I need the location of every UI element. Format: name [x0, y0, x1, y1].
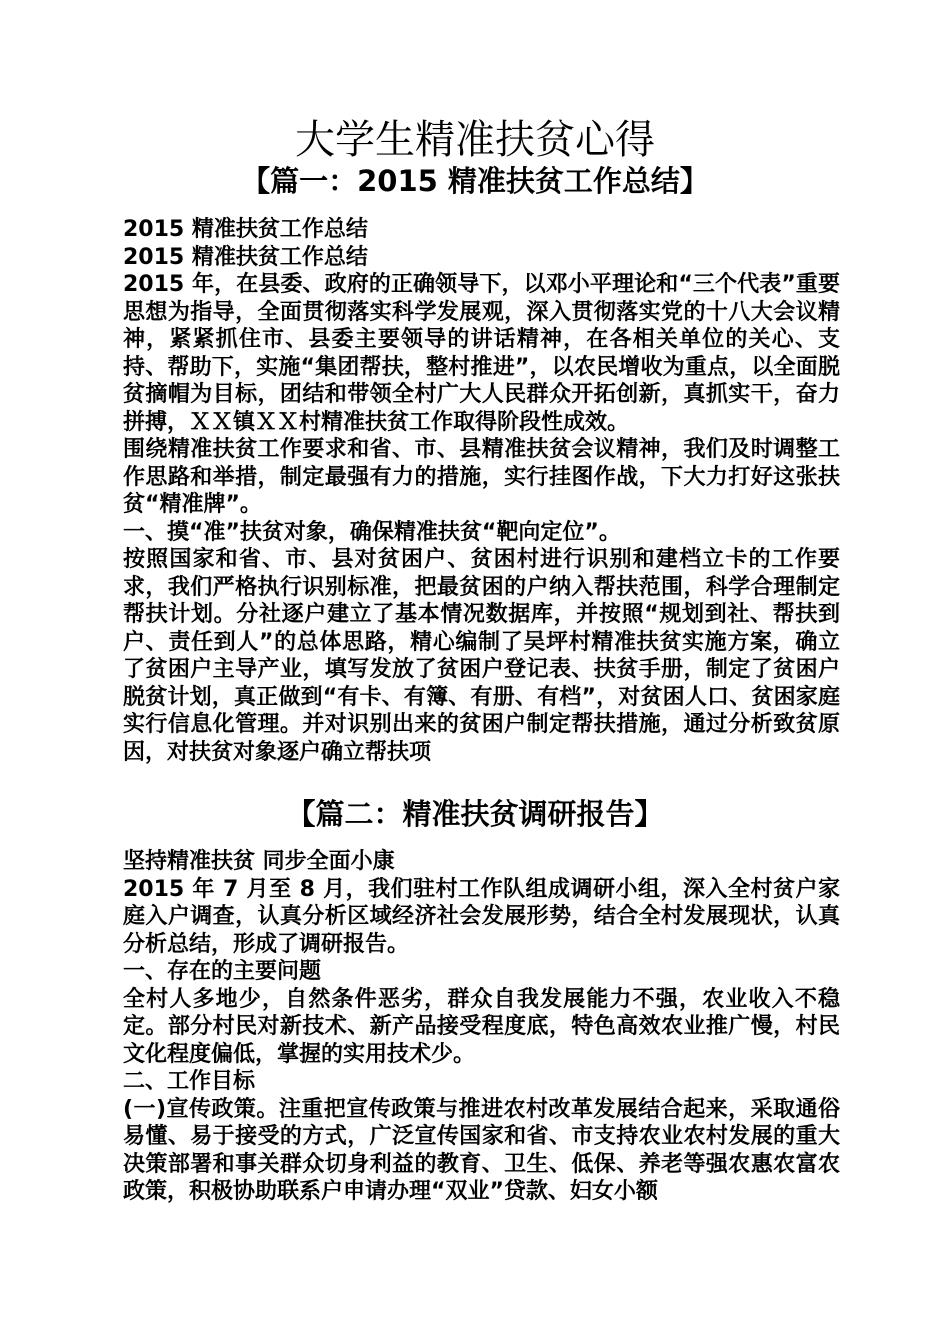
- section2-heading: 【篇二：精准扶贫调研报告】: [286, 797, 664, 831]
- section2-heading-problems: 一、存在的主要问题: [123, 959, 322, 984]
- section1-paragraph-intro: 2015 年，在县委、政府的正确领导下，以邓小平理论和“三个代表”重要思想为指导，全面贯彻落实科学发展观，深入贯彻落实党的十八大会议精神，紧紧抓住市、县委主要领导的讲话精神，在各相关单位的关心、支持、帮助下，实施“集团帮扶，整村推进”，以农民增收为重点，以全面脱贫摘帽为目标，团结和带领全村广大人民群众开拓创新，真抓实干，奋力拼搏，ＸＸ镇ＸＸ村精准扶贫工作取得阶段性成效。: [123, 272, 840, 435]
- section2-subtitle: 坚持精准扶贫 同步全面小康: [123, 849, 395, 874]
- section2-paragraph-problems: 全村人多地少，自然条件恶劣，群众自我发展能力不强，农业收入不稳定。部分村民对新技术、新产品接受程度底，特色高效农业推广慢，村民文化程度偏低，掌握的实用技术少。: [123, 986, 840, 1067]
- section1-paragraph-approach: 围绕精准扶贫工作要求和省、市、县精准扶贫会议精神，我们及时调整工作思路和举措，制定最强有力的措施，实行挂图作战，下大力打好这张扶贫“精准牌”。: [123, 437, 840, 517]
- section2-paragraph-goals: (一)宣传政策。注重把宣传政策与推进农村改革发展结合起来，采取通俗易懂、易于接受的方式，广泛宣传国家和省、市支持农业农村发展的重大决策部署和事关群众切身利益的教育、卫生、低保、养老等强农惠农富农政策，积极协助联系户申请办理“双业”贷款、妇女小额: [123, 1096, 840, 1204]
- section1-paragraph-details: 按照国家和省、市、县对贫困户、贫困村进行识别和建档立卡的工作要求，我们严格执行识别标准，把最贫困的户纳入帮扶范围，科学合理制定帮扶计划。分社逐户建立了基本情况数据库，并按照“规划到社、帮扶到户、责任到人”的总体思路，精心编制了吴坪村精准扶贫实施方案，确立了贫困户主导产业，填写发放了贫困户登记表、扶贫手册，制定了贫困户脱贫计划，真正做到“有卡、有簿、有册、有档”，对贫困人口、贫困家庭实行信息化管理。并对识别出来的贫困户制定帮扶措施，通过分析致贫原因，对扶贫对象逐户确立帮扶项: [123, 547, 840, 765]
- section1-body: [115, 216, 840, 766]
- section1-subtitle-2: 2015 精准扶贫工作总结: [123, 244, 368, 270]
- section1-point-heading: 一、摸“准”扶贫对象，确保精准扶贫“靶向定位”。: [123, 519, 621, 545]
- section1-subtitle-1: 2015 精准扶贫工作总结: [123, 217, 368, 242]
- section1-heading: 【篇一：2015 精准扶贫工作总结】: [241, 164, 709, 198]
- section2-body: [115, 848, 840, 1206]
- section2-heading-goals: 二、工作目标: [123, 1069, 256, 1094]
- section2-paragraph-intro: 2015 年 7 月至 8 月，我们驻村工作队组成调研小组，深入全村贫户家庭入户调查，认真分析区域经济社会发展形势，结合全村发展现状，认真分析总结，形成了调研报告。: [123, 876, 840, 957]
- document-title: 大学生精准扶贫心得: [295, 117, 655, 163]
